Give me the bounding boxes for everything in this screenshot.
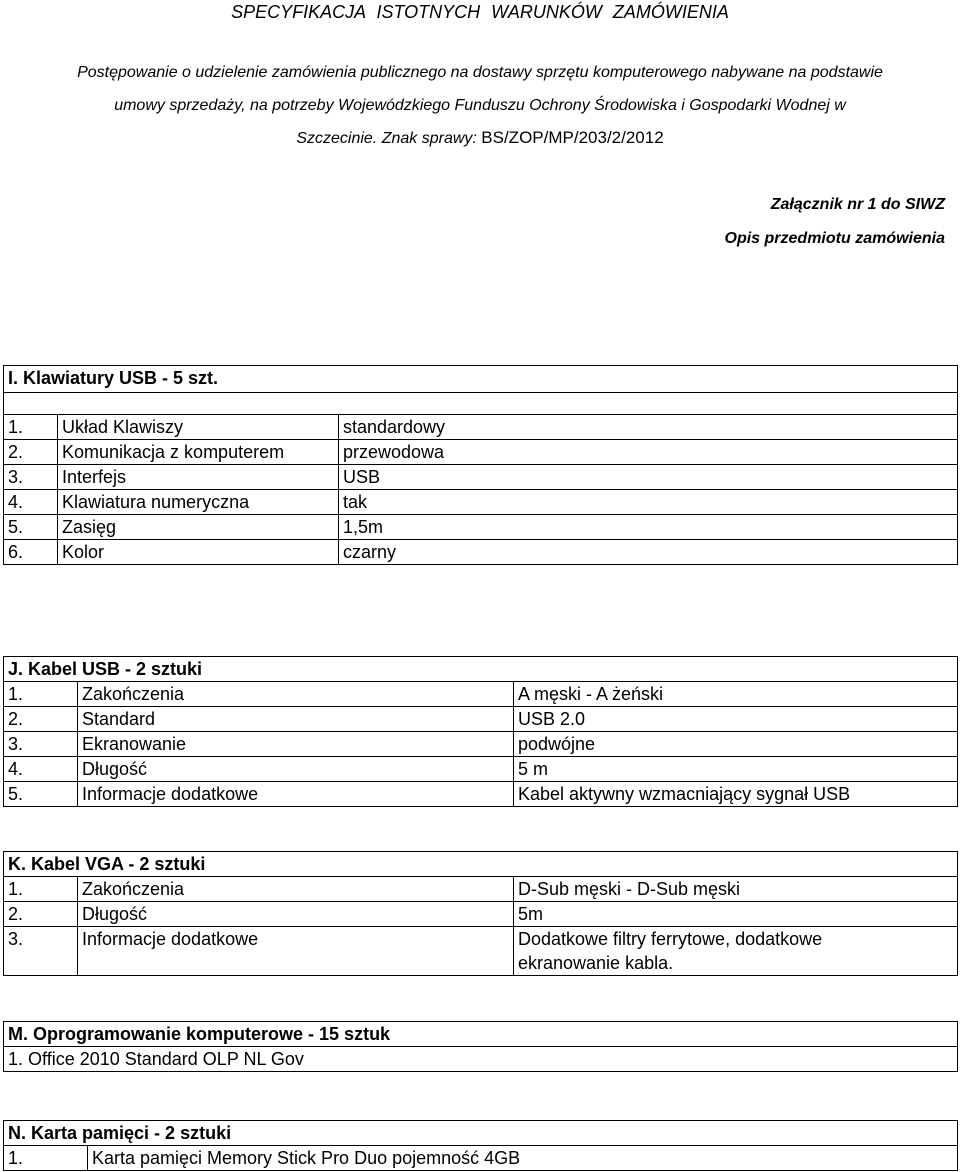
section-j-heading: J. Kabel USB - 2 sztuki: [4, 657, 958, 682]
intro-line-1: Postępowanie o udzielenie zamówienia publicznego na dostawy sprzętu komputerowego nabywane na podstawie: [77, 64, 883, 81]
row-value-line-1: Dodatkowe filtry ferrytowe, dodatkowe: [518, 929, 823, 949]
table-row: [4, 440, 958, 465]
row-value: [514, 927, 958, 976]
table-row: [4, 902, 958, 927]
table-row: [4, 927, 958, 976]
table-row: [4, 877, 958, 902]
section-m-heading: M. Oprogramowanie komputerowe - 15 sztuk: [4, 1022, 958, 1047]
row-value: podwójne: [514, 732, 958, 757]
row-name: Informacje dodatkowe: [78, 782, 514, 807]
row-name: Zakończenia: [78, 682, 514, 707]
row-name: Długość: [78, 757, 514, 782]
section-i-heading: I. Klawiatury USB - 5 szt.: [4, 366, 958, 393]
row-number: 1.: [4, 682, 78, 707]
table-row: [4, 782, 958, 807]
row-value: czarny: [339, 540, 958, 565]
row-number: 5.: [4, 782, 78, 807]
row-text: 1. Office 2010 Standard OLP NL Gov: [4, 1047, 958, 1072]
row-value: Kabel aktywny wzmacniający sygnał USB: [514, 782, 958, 807]
intro-line-2: umowy sprzedaży, na potrzeby Wojewódzkiego Funduszu Ochrony Środowiska i Gospodarki Wodnej w: [114, 97, 846, 114]
row-name: Układ Klawiszy: [58, 415, 339, 440]
row-value: tak: [339, 490, 958, 515]
table-row: [4, 415, 958, 440]
row-value: USB 2.0: [514, 707, 958, 732]
row-value: przewodowa: [339, 440, 958, 465]
row-number: 2.: [4, 707, 78, 732]
section-m-table: [3, 1021, 958, 1072]
table-row: [4, 515, 958, 540]
row-value: 1,5m: [339, 515, 958, 540]
case-label: Szczecinie. Znak sprawy:: [296, 130, 482, 147]
table-row: [4, 1047, 958, 1072]
row-number: 4.: [4, 757, 78, 782]
row-value: standardowy: [339, 415, 958, 440]
annex-subtitle: Opis przedmiotu zamówienia: [724, 230, 945, 247]
section-i-spacer: [4, 393, 958, 415]
section-n-heading: N. Karta pamięci - 2 sztuki: [4, 1121, 958, 1146]
row-value: Karta pamięci Memory Stick Pro Duo pojemność 4GB: [88, 1146, 958, 1171]
row-number: 1.: [4, 877, 78, 902]
section-k-heading: K. Kabel VGA - 2 sztuki: [4, 852, 958, 877]
row-number: 3.: [4, 732, 78, 757]
section-n-table: [3, 1120, 958, 1171]
table-row: [4, 465, 958, 490]
row-name: Komunikacja z komputerem: [58, 440, 339, 465]
row-name: Długość: [78, 902, 514, 927]
table-row: [4, 490, 958, 515]
row-number: 1.: [4, 415, 58, 440]
row-number: 3.: [4, 465, 58, 490]
section-i-table: [3, 365, 958, 565]
row-name: Klawiatura numeryczna: [58, 490, 339, 515]
row-value: A męski - A żeński: [514, 682, 958, 707]
table-row: [4, 757, 958, 782]
section-k-table: [3, 851, 958, 976]
row-name: Interfejs: [58, 465, 339, 490]
case-number: BS/ZOP/MP/203/2/2012: [481, 128, 664, 147]
row-number: 1.: [4, 1146, 88, 1171]
row-value: 5m: [514, 902, 958, 927]
row-value-line-2: ekranowanie kabla.: [518, 953, 674, 973]
table-row: [4, 540, 958, 565]
row-value: USB: [339, 465, 958, 490]
intro-line-3: [0, 128, 960, 148]
row-value: D-Sub męski - D-Sub męski: [514, 877, 958, 902]
row-number: 5.: [4, 515, 58, 540]
section-j-table: [3, 656, 958, 807]
row-number: 6.: [4, 540, 58, 565]
row-name: Kolor: [58, 540, 339, 565]
row-number: 2.: [4, 902, 78, 927]
table-row: [4, 732, 958, 757]
row-number: 4.: [4, 490, 58, 515]
document-title: SPECYFIKACJA ISTOTNYCH WARUNKÓW ZAMÓWIENIA: [231, 2, 729, 22]
row-name: Zakończenia: [78, 877, 514, 902]
row-value: 5 m: [514, 757, 958, 782]
row-number: 3.: [4, 927, 78, 976]
row-name: Ekranowanie: [78, 732, 514, 757]
row-name: Standard: [78, 707, 514, 732]
row-number: 2.: [4, 440, 58, 465]
row-name: Informacje dodatkowe: [78, 927, 514, 976]
table-row: [4, 707, 958, 732]
row-name: Zasięg: [58, 515, 339, 540]
table-row: [4, 1146, 958, 1171]
annex-title: Załącznik nr 1 do SIWZ: [770, 196, 945, 213]
table-row: [4, 682, 958, 707]
